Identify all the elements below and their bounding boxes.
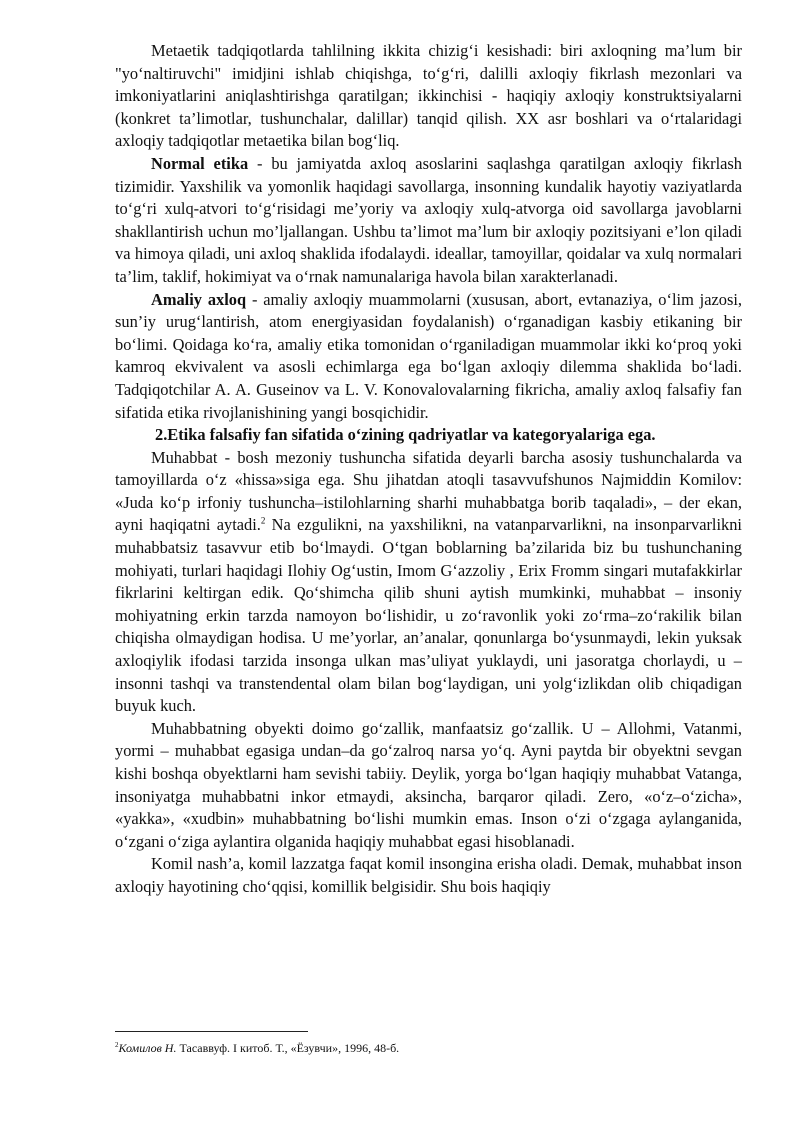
- footnote-reference[interactable]: 2: [260, 516, 266, 526]
- paragraph-text: - amaliy axloqiy muammolarni (xususan, abort, evtanaziya, o‘lim jazosi, sun’iy urug‘lantirish, atom energiyasidan foydalanish) o‘rganadigan kasbiy etikaning bir bo‘limi. Qoidaga ko‘ra, amaliy etika tomonidan o‘rganiladigan muammolar ikki ko‘proq yoki kamroq ekvivalent va asosli echimlarga ega bo‘lgan axloqiy dilemma shaklida bo‘ladi. Tadqiqotchilar A. A. Guseinov va L. V. Konovalovalarning fikricha, amaliy axloq falsafiy fan sifatida etika rivojlanishining yangi bosqichidir.: [115, 289, 742, 422]
- paragraph-normative-ethics: [115, 153, 742, 289]
- section-heading: 2.Etika falsafiy fan sifatida o‘zining qadriyatlar va kategoryalariga ega.: [155, 425, 656, 445]
- paragraph-love: [115, 447, 742, 718]
- document-body: [115, 40, 742, 899]
- footnote-divider: [115, 1031, 308, 1032]
- paragraph-text-before-ref: Muhabbat - bosh mezoniy tushuncha sifatida deyarli barcha asosiy tushunchalarda va tamoyillarda o‘z «hissa»siga ega. Shu jihatdan atoqli tasavvufshunos Najmiddin Komilov: «Juda ko‘p irfoniy tushuncha–istilohlarning sharhi muhabbatga borib taqaladi», – der ekan, ayni haqiqatni aytadi.: [115, 447, 742, 535]
- paragraph-object-of-love: Muhabbatning obyekti doimo go‘zallik, manfaatsiz go‘zallik. U – Allohmi, Vatanmi, yormi – muhabbat egasiga undan–da go‘zalroq narsa yo‘q. Ayni paytda bir obyektni sevgan kishi boshqa obyektlarni ham sevishi tabiiy. Deylik, yorga bo‘lgan haqiqiy muhabbat Vatanga, insoniyatga muhabbatni inkor etmaydi, aksincha, barqaror qiladi. Zero, «o‘z–o‘zicha», «yakka», «xudbin» muhabbatning bo‘lishi mumkin emas. Inson o‘zi o‘zgaga aylanganida, o‘zgani o‘ziga aylantira olganida haqiqiy muhabbat egasi hisoblanadi.: [115, 718, 742, 851]
- paragraph-text: Metaetik tadqiqotlarda tahlilning ikkita chizig‘i kesishadi: biri axloqning ma’lum bir "yo‘naltiruvchi" imidjini ishlab chiqishga, to‘g‘ri, dalilli axloqiy fikrlash mezonlari va imkoniyatlarini aniqlashtirishga qaratilgan; ikkinchisi - haqiqiy axloqiy konstruktsiyalarni (konkret ta’limotlar, tushunchalar, dalillar) tanqid qilish. XX asr boshlari va o‘rtalaridagi axloqiy tadqiqotlar metaetika bilan bog‘liq.: [115, 41, 742, 151]
- footnote: [115, 1040, 742, 1056]
- paragraph-metaethics: [115, 40, 742, 153]
- paragraph-perfect-person: Komil nash’a, komil lazzatga faqat komil insongina erisha oladi. Demak, muhabbat inson axloqiy hayotining cho‘qqisi, komillik belgisidir. Shu bois haqiqiy: [115, 854, 742, 896]
- footnote-mark: 2: [115, 1041, 119, 1049]
- footnote-text: Тасаввуф. I китоб. Т., «Ёзувчи», 1996, 48-б.: [176, 1041, 400, 1055]
- footnote-author: Комилов Н.: [118, 1041, 177, 1055]
- paragraph-text: - bu jamiyatda axloq asoslarini saqlashga qaratilgan axloqiy fikrlash tizimidir. Yaxshilik va yomonlik haqidagi savollarga, insonning kundalik hayotiy vaziyatlarda to‘g‘ri xulq-atvori to‘g‘risidagi me’yoriy va axloqiy xulq-atvorga oid savollarga javoblarni shakllantirish uchun mo’ljallangan. Ushbu ta’limot ma’lum bir axloqiy pozitsiyani e’lon qiladi va himoya qiladi, uni axloq shaklida ifodalaydi. ideallar, tamoyillar, qoidalar va xulq normalari ta’lim, taklif, hokimiyat va o‘rnak namunalariga havola bilan xarakterlanadi.: [115, 153, 742, 286]
- term-separator: [248, 154, 257, 173]
- paragraph-applied-ethics: [115, 289, 742, 425]
- paragraph-text-after-ref: Na ezgulikni, na yaxshilikni, na vatanparvarlikni, na insonparvarlikni muhabbatsiz tasavvur etib bo‘lmaydi. O‘tgan boblarning ba’zilarida biz bu tushunchaning mohiyati, turlari haqidagi Ilohiy Og‘ustin, Imom G‘azzoliy , Erix Fromm singari mutafakkirlar fikrlarini keltirgan edik. Qo‘shimcha qilib shuni aytish mumkinki, muhabbat – insoniy mohiyatning erkin tarzda namoyon bo‘lishidir, u zo‘ravonlik yoki zo‘rma–zo‘rakilik bilan chiqisha olmaydigan hodisa. U me’yorlar, an’analar, qonunlarga bo‘ysunmaydi, lekin yuksak axloqiylik ifodasi tarzida insonga ulkan mas’uliyat yuklaydi, uni jasoratga chorlaydi, u – insonni tashqi va transtendental olam bilan bog‘laydigan, uni yolg‘izlikdan olib chiqadigan buyuk kuch.: [115, 515, 742, 716]
- term-normal-etika: Normal etika: [151, 153, 249, 173]
- term-amaliy-axloq: Amaliy axloq: [151, 289, 247, 309]
